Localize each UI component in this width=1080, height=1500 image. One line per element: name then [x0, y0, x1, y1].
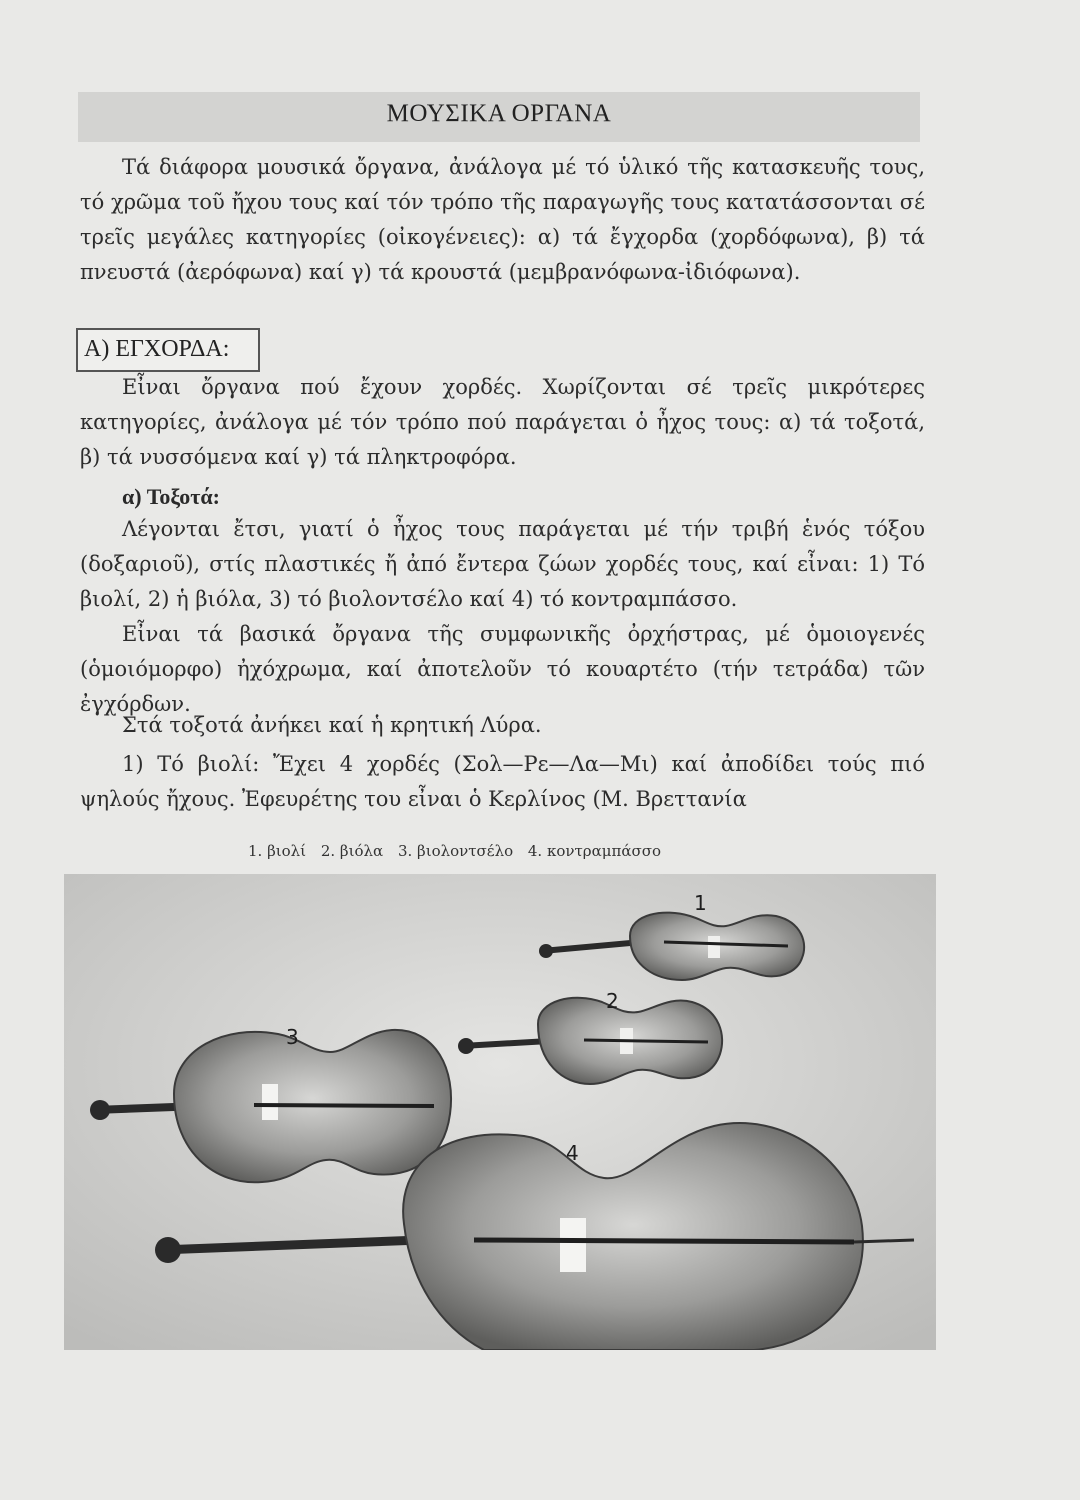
- subsection-heading: α) Τοξοτά:: [122, 484, 220, 509]
- label-2: 2: [606, 989, 619, 1013]
- page-title: ΜΟΥΣΙΚΑ ΟΡΓΑΝΑ: [386, 100, 612, 127]
- section-heading-box: [76, 328, 260, 372]
- intro-paragraph: Τά διάφορα μουσικά ὄργανα, ἀνάλογα μέ τό ὑλικό τῆς κατασκευῆς τους, τό χρῶμα τοῦ ἤχου τους καί τόν τρόπο τῆς παραγωγῆς τους κατατάσσονται σέ τρεῖς μεγάλες κατηγορίες (οἰκογένειες): α) τά ἔγχορδα (χορδόφωνα), β) τά πνευστά (ἀερόφωνα) καί γ) τά κρουστά (μεμβρανόφωνα-ἰδιόφωνα).: [80, 155, 925, 284]
- caption-item: 3. βιολοντσέλο: [397, 842, 514, 860]
- label-4: 4: [566, 1141, 579, 1165]
- label-1: 1: [694, 891, 707, 915]
- figure-caption: [248, 842, 808, 860]
- instruments-photo: [64, 874, 936, 1350]
- caption-item: 2. βιόλα: [320, 842, 384, 860]
- bowed-paragraph-3: Στά τοξοτά ἀνήκει καί ἡ κρητική Λύρα.: [122, 713, 542, 737]
- caption-item: 4. κοντραμπάσσο: [527, 842, 661, 860]
- bowed-paragraph-2: Εἶναι τά βασικά ὄργανα τῆς συμφωνικῆς ὀρχήστρας, μέ ὁμοιογενές (ὁμοιόμορφο) ἠχόχρωμα, καί ἀποτελοῦν τό κουαρτέτο (τήν τετράδα) τῶν ἐγχόρδων.: [80, 622, 925, 716]
- label-3: 3: [286, 1025, 299, 1049]
- bowed-paragraph-1: Λέγονται ἔτσι, γιατί ὁ ἦχος τους παράγεται μέ τήν τριβή ἑνός τόξου (δοξαριοῦ), στίς πλαστικές ἤ ἀπό ἔντερα ζώων χορδές τους, καί εἶναι: 1) Τό βιολί, 2) ἡ βιόλα, 3) τό βιολοντσέλο καί 4) τό κοντραμπάσσο.: [80, 517, 925, 611]
- instruments-illustration: [64, 874, 936, 1350]
- bowed-paragraph-4: 1) Τό βιολί: Ἔχει 4 χορδές (Σολ—Ρε—Λα—Μι) καί ἀποδίδει τούς πιό ψηλούς ἤχους. Ἐφευρέτης του εἶναι ὁ Κερλίνος (Μ. Βρεττανία: [80, 752, 925, 811]
- section-heading: Α) ΕΓΧΟΡΔΑ:: [84, 336, 230, 362]
- caption-item: 1. βιολί: [248, 842, 307, 860]
- section-a-paragraph: Εἶναι ὄργανα πού ἔχουν χορδές. Χωρίζονται σέ τρεῖς μικρότερες κατηγορίες, ἀνάλογα μέ τόν τρόπο πού παράγεται ὁ ἦχος τους: α) τά τοξοτά, β) τά νυσσόμενα καί γ) τά πληκτροφόρα.: [80, 375, 925, 469]
